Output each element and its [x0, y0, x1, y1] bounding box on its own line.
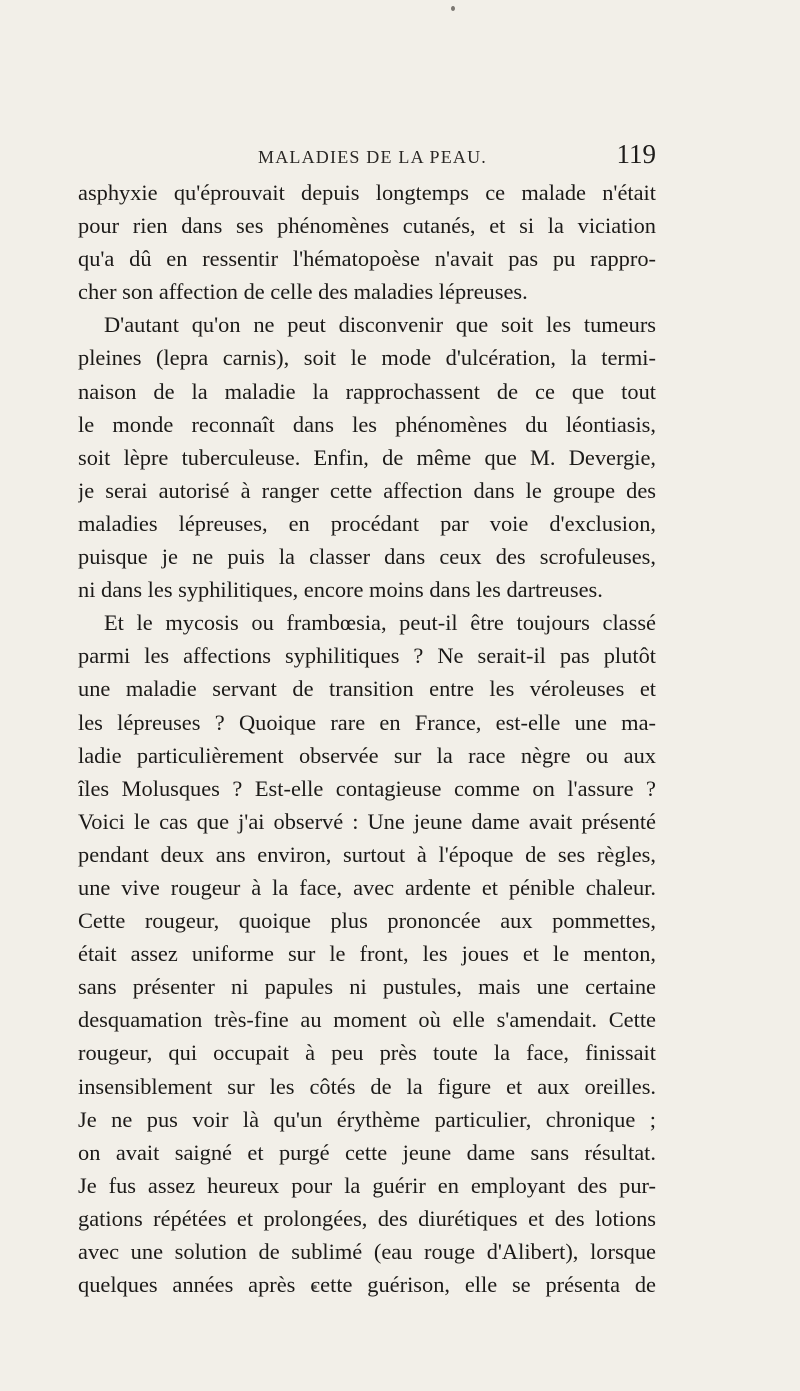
text-line: Je fus assez heureux pour la guérir en employant des pur- — [78, 1172, 656, 1198]
text-line: gations répétées et prolongées, des diurétiques et des lotions — [78, 1205, 656, 1231]
text-line: parmi les affections syphilitiques ? Ne serait-il pas plutôt — [78, 643, 656, 669]
text-line: Je ne pus voir là qu'un érythème particulier, chronique ; — [78, 1106, 656, 1132]
running-head — [78, 141, 656, 175]
text-line: maladies lépreuses, en procédant par voie d'exclusion, — [78, 510, 656, 536]
text-line: Cette rougeur, quoique plus prononcée aux pommettes, — [78, 908, 656, 934]
page-number: 119 — [616, 139, 656, 169]
text-line: sans présenter ni papules ni pustules, mais une certaine — [78, 974, 656, 1000]
text-line: rougeur, qui occupait à peu près toute la face, finissait — [78, 1040, 656, 1066]
text-line: ni dans les syphilitiques, encore moins dans les dartreuses. — [78, 577, 603, 603]
text-line: une maladie servant de transition entre les véroleuses et — [78, 676, 656, 702]
running-title: MALADIES DE LA PEAU. — [258, 147, 487, 167]
text-line: desquamation très-fine au moment où elle s'amendait. Cette — [78, 1007, 656, 1033]
text-line: Et le mycosis ou frambœsia, peut-il être toujours classé — [104, 610, 656, 636]
body-text — [78, 176, 656, 1301]
text-line: puisque je ne puis la classer dans ceux des scrofuleuses, — [78, 544, 656, 570]
text-line: îles Molusques ? Est-elle contagieuse comme on l'assure ? — [78, 775, 656, 801]
text-line: une vive rougeur à la face, avec ardente et pénible chaleur. — [78, 874, 656, 900]
text-line: le monde reconnaît dans les phénomènes du léontiasis, — [78, 411, 656, 437]
text-line: pleines (lepra carnis), soit le mode d'ulcération, la termi- — [78, 345, 656, 371]
text-line: soit lèpre tuberculeuse. Enfin, de même que M. Devergie, — [78, 444, 656, 470]
text-line: qu'a dû en ressentir l'hématopoèse n'avait pas pu rappro- — [78, 246, 656, 272]
text-line: asphyxie qu'éprouvait depuis longtemps ce malade n'était — [78, 180, 656, 205]
text-line: cher son affection de celle des maladies lépreuses. — [78, 279, 528, 305]
text-line: insensiblement sur les côtés de la figure et aux oreilles. — [78, 1073, 656, 1099]
text-line: naison de la maladie la rapprochassent de ce que tout — [78, 378, 656, 404]
text-line: pendant deux ans environ, surtout à l'époque de ses règles, — [78, 841, 656, 867]
ink-speck — [451, 6, 455, 11]
text-line: ladie particulièrement observée sur la race nègre ou aux — [78, 742, 656, 768]
text-line: on avait saigné et purgé cette jeune dame sans résultat. — [78, 1139, 656, 1165]
text-line: quelques années après cette guérison, elle se présenta de — [78, 1272, 656, 1298]
text-line: était assez uniforme sur le front, les joues et le menton, — [78, 941, 656, 967]
text-line: les lépreuses ? Quoique rare en France, est-elle une ma- — [78, 709, 656, 735]
text-line: Voici le cas que j'ai observé : Une jeune dame avait présenté — [78, 808, 656, 834]
text-line: je serai autorisé à ranger cette affection dans le groupe des — [78, 477, 656, 503]
text-line: D'autant qu'on ne peut disconvenir que soit les tumeurs — [104, 312, 656, 338]
text-line: avec une solution de sublimé (eau rouge d'Alibert), lorsque — [78, 1239, 656, 1264]
text-line: pour rien dans ses phénomènes cutanés, et si la viciation — [78, 213, 656, 239]
